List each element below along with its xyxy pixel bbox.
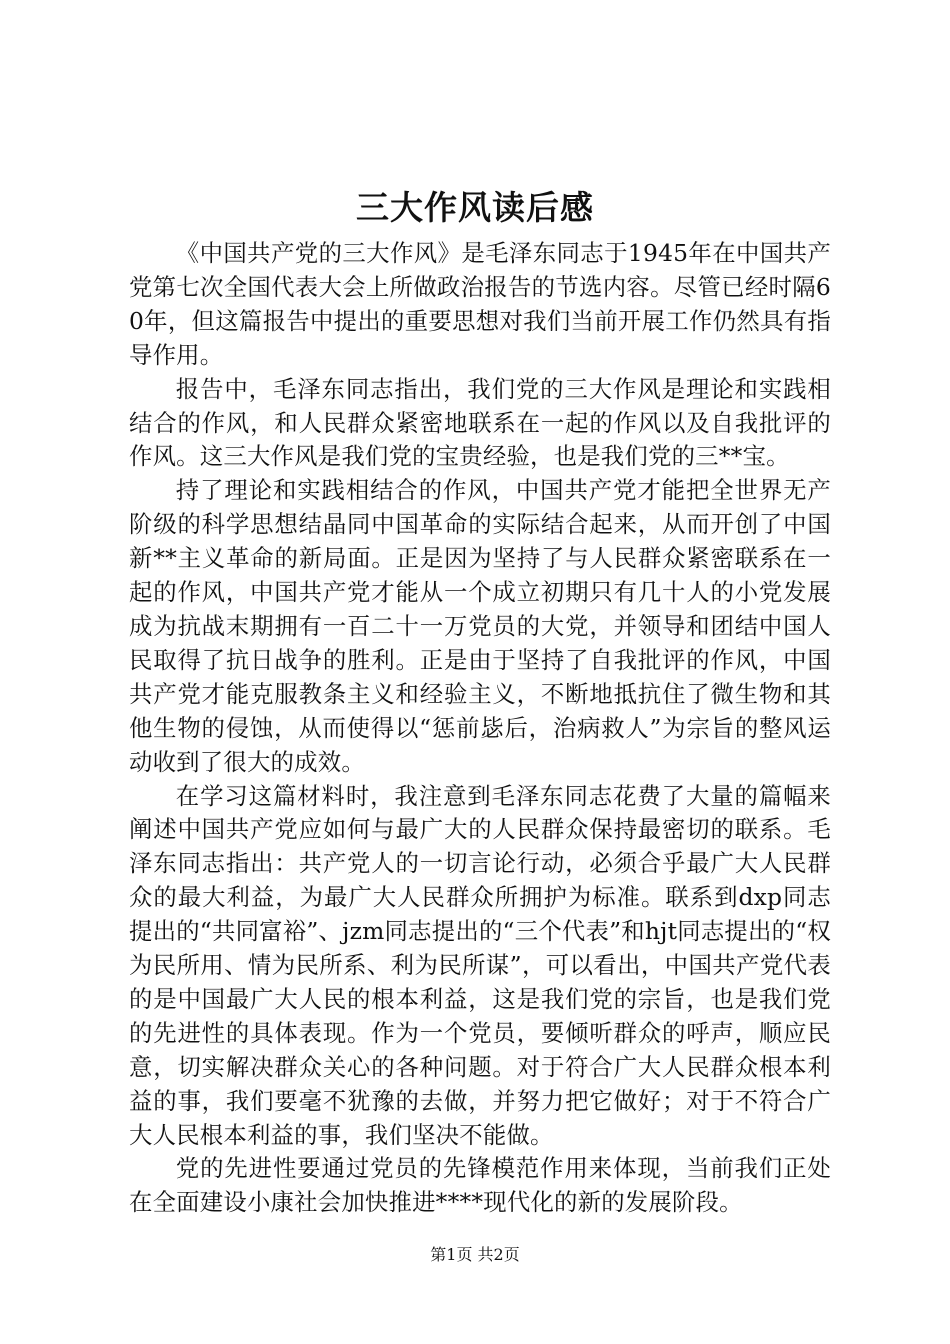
document-title: 三大作风读后感 — [356, 188, 594, 227]
paragraph-2: 报告中，毛泽东同志指出，我们党的三大作风是理论和实践相结合的作风，和人民群众紧密地联系在一起的作风以及自我批评的作风。这三大作风是我们党的宝贵经验，也是我们党的三**宝。 — [129, 374, 831, 471]
page-number-footer: 第1页 共2页 — [430, 1245, 520, 1264]
paragraph-3: 持了理论和实践相结合的作风，中国共产党才能把全世界无产阶级的科学思想结晶同中国革命的实际结合起来，从而开创了中国新**主义革命的新局面。正是因为坚持了与人民群众紧密联系在一起的作风，中国共产党才能从一个成立初期只有几十人的小党发展成为抗战末期拥有一百二十一万党员的大党，并领导和团结中国人民取得了抗日战争的胜利。正是由于坚持了自我批评的作风，中国共产党才能克服教条主义和经验主义，不断地抵抗住了微生物和其他生物的侵蚀，从而使得以“惩前毖后，治病救人”为宗旨的整风运动收到了很大的成效。 — [129, 476, 831, 776]
paragraph-4: 在学习这篇材料时，我注意到毛泽东同志花费了大量的篇幅来阐述中国共产党应如何与最广大的人民群众保持最密切的联系。毛泽东同志指出：共产党人的一切言论行动，必须合乎最广大人民群众的最大利益，为最广大人民群众所拥护为标准。联系到dxp同志提出的“共同富裕”、jzm同志提出的“三个代表”和hjt同志提出的“权为民所用、情为民所系、利为民所谋”，可以看出，中国共产党代表的是中国最广大人民的根本利益，这是我们党的宗旨，也是我们党的先进性的具体表现。作为一个党员，要倾听群众的呼声，顺应民意，切实解决群众关心的各种问题。对于符合广大人民群众根本利益的事，我们要毫不犹豫的去做，并努力把它做好；对于不符合广大人民根本利益的事，我们坚决不能做。 — [129, 781, 831, 1149]
paragraph-1: 《中国共产党的三大作风》是毛泽东同志于1945年在中国共产党第七次全国代表大会上所做政治报告的节选内容。尽管已经时隔60年，但这篇报告中提出的重要思想对我们当前开展工作仍然具有指导作用。 — [129, 239, 831, 369]
document-body — [129, 237, 831, 1220]
paragraph-5: 党的先进性要通过党员的先锋模范作用来体现，当前我们正处在全面建设小康社会加快推进****现代化的新的发展阶段。 — [129, 1154, 831, 1217]
